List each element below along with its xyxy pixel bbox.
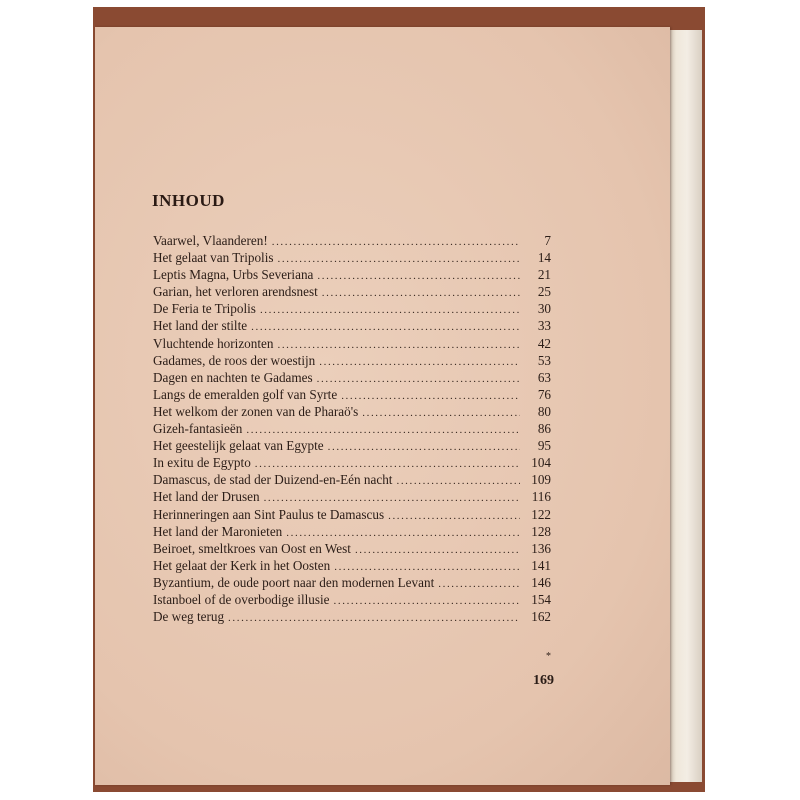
toc-entry-title: Het geestelijk gelaat van Egypte [153, 438, 324, 454]
toc-entry-page: 76 [537, 386, 551, 402]
toc-entry-page: 14 [537, 250, 551, 266]
toc-entry [153, 249, 551, 266]
toc-entry [153, 437, 551, 454]
toc-entry-title: Garian, het verloren arendsnest [153, 284, 318, 300]
toc-entry-page: 42 [537, 335, 551, 351]
toc-entry [153, 574, 551, 591]
toc-entry [153, 523, 551, 540]
toc-entry-title: Het land der stilte [153, 318, 248, 334]
toc-entry-page: 25 [537, 284, 551, 300]
toc-entry [153, 540, 551, 557]
toc-entry [153, 471, 551, 488]
toc-entry [153, 591, 551, 608]
dot-leader [228, 610, 520, 627]
toc-entry-title: Damascus, de stad der Duizend-en-Eén nacht [153, 472, 393, 488]
toc-entry [153, 283, 551, 300]
toc-entry-title: Het gelaat van Tripolis [153, 250, 274, 266]
toc-entry-title: In exitu de Egypto [153, 455, 251, 471]
dot-leader [341, 388, 520, 405]
toc-entry-page: 95 [537, 438, 551, 454]
toc-entry [153, 232, 551, 249]
toc-entry-page: 21 [537, 267, 551, 283]
toc-entry [153, 488, 551, 505]
toc-entry [153, 317, 551, 334]
toc-entry-page: 146 [531, 574, 551, 590]
toc-entry-page: 128 [531, 523, 551, 539]
toc-entry-title: Gadames, de roos der woestijn [153, 352, 316, 368]
dot-leader [438, 576, 520, 593]
toc-entry [153, 557, 551, 574]
toc-entry-title: Het land der Drusen [153, 489, 260, 505]
toc-entry-title: Vluchtende horizonten [153, 335, 274, 351]
toc-entry-title: Istanboel of de overbodige illusie [153, 591, 330, 607]
toc-entry-title: Dagen en nachten te Gadames [153, 369, 313, 385]
dot-leader [388, 508, 520, 525]
dot-leader [319, 354, 520, 371]
toc-entry-page: 33 [537, 318, 551, 334]
dot-leader [260, 302, 520, 319]
toc-entry-page: 63 [537, 369, 551, 385]
dot-leader [328, 439, 520, 456]
toc-entry [153, 352, 551, 369]
toc-entry [153, 403, 551, 420]
dot-leader [355, 542, 520, 559]
toc-entry-title: Leptis Magna, Urbs Severiana [153, 267, 314, 283]
toc-entry-title: Het land der Maronieten [153, 523, 283, 539]
toc-entry-page: 116 [531, 489, 551, 505]
toc-entry-page: 86 [537, 421, 551, 437]
toc-entry-title: Byzantium, de oude poort naar den modernen Levant [153, 574, 435, 590]
table-of-contents [153, 232, 551, 625]
toc-entry-title: Gizeh-fantasieën [153, 421, 243, 437]
toc-entry-page: 30 [537, 301, 551, 317]
toc-entry-page: 141 [531, 557, 551, 573]
toc-entry [153, 300, 551, 317]
toc-entry [153, 454, 551, 471]
toc-entry-page: 109 [531, 472, 551, 488]
dot-leader [317, 268, 520, 285]
toc-entry-title: Het welkom der zonen van de Pharaö's [153, 403, 359, 419]
dot-leader [278, 251, 520, 268]
toc-entry-page: 7 [544, 233, 551, 248]
toc-entry [153, 506, 551, 523]
toc-entry [153, 608, 551, 625]
signature-mark: * [546, 651, 551, 662]
toc-entry [153, 369, 551, 386]
toc-entry-page: 53 [537, 352, 551, 368]
toc-entry [153, 386, 551, 403]
toc-entry-page: 136 [531, 540, 551, 556]
dot-leader [317, 371, 520, 388]
toc-entry-title: De Feria te Tripolis [153, 301, 256, 317]
toc-entry-title: Langs de emeralden golf van Syrte [153, 386, 338, 402]
toc-entry-page: 104 [531, 455, 551, 471]
toc-entry-page: 154 [531, 591, 551, 607]
dot-leader [322, 285, 520, 302]
toc-entry-title: Vaarwel, Vlaanderen! [153, 233, 268, 248]
page-number: 169 [533, 673, 554, 688]
toc-entry [153, 266, 551, 283]
page-stack-edge [665, 30, 702, 782]
toc-entry [153, 335, 551, 352]
toc-entry [153, 420, 551, 437]
toc-entry-page: 162 [531, 609, 551, 625]
toc-heading: INHOUD [152, 191, 225, 210]
dot-leader [396, 473, 520, 490]
toc-entry-page: 80 [537, 403, 551, 419]
toc-entry-page: 122 [531, 506, 551, 522]
toc-entry-title: Herinneringen aan Sint Paulus te Damascus [153, 506, 385, 522]
dot-leader [251, 319, 520, 336]
dot-leader [362, 405, 520, 422]
toc-entry-title: Het gelaat der Kerk in het Oosten [153, 557, 331, 573]
dot-leader [272, 234, 520, 251]
dot-leader [334, 593, 520, 610]
toc-entry-title: De weg terug [153, 609, 225, 625]
toc-entry-title: Beiroet, smeltkroes van Oost en West [153, 540, 351, 556]
